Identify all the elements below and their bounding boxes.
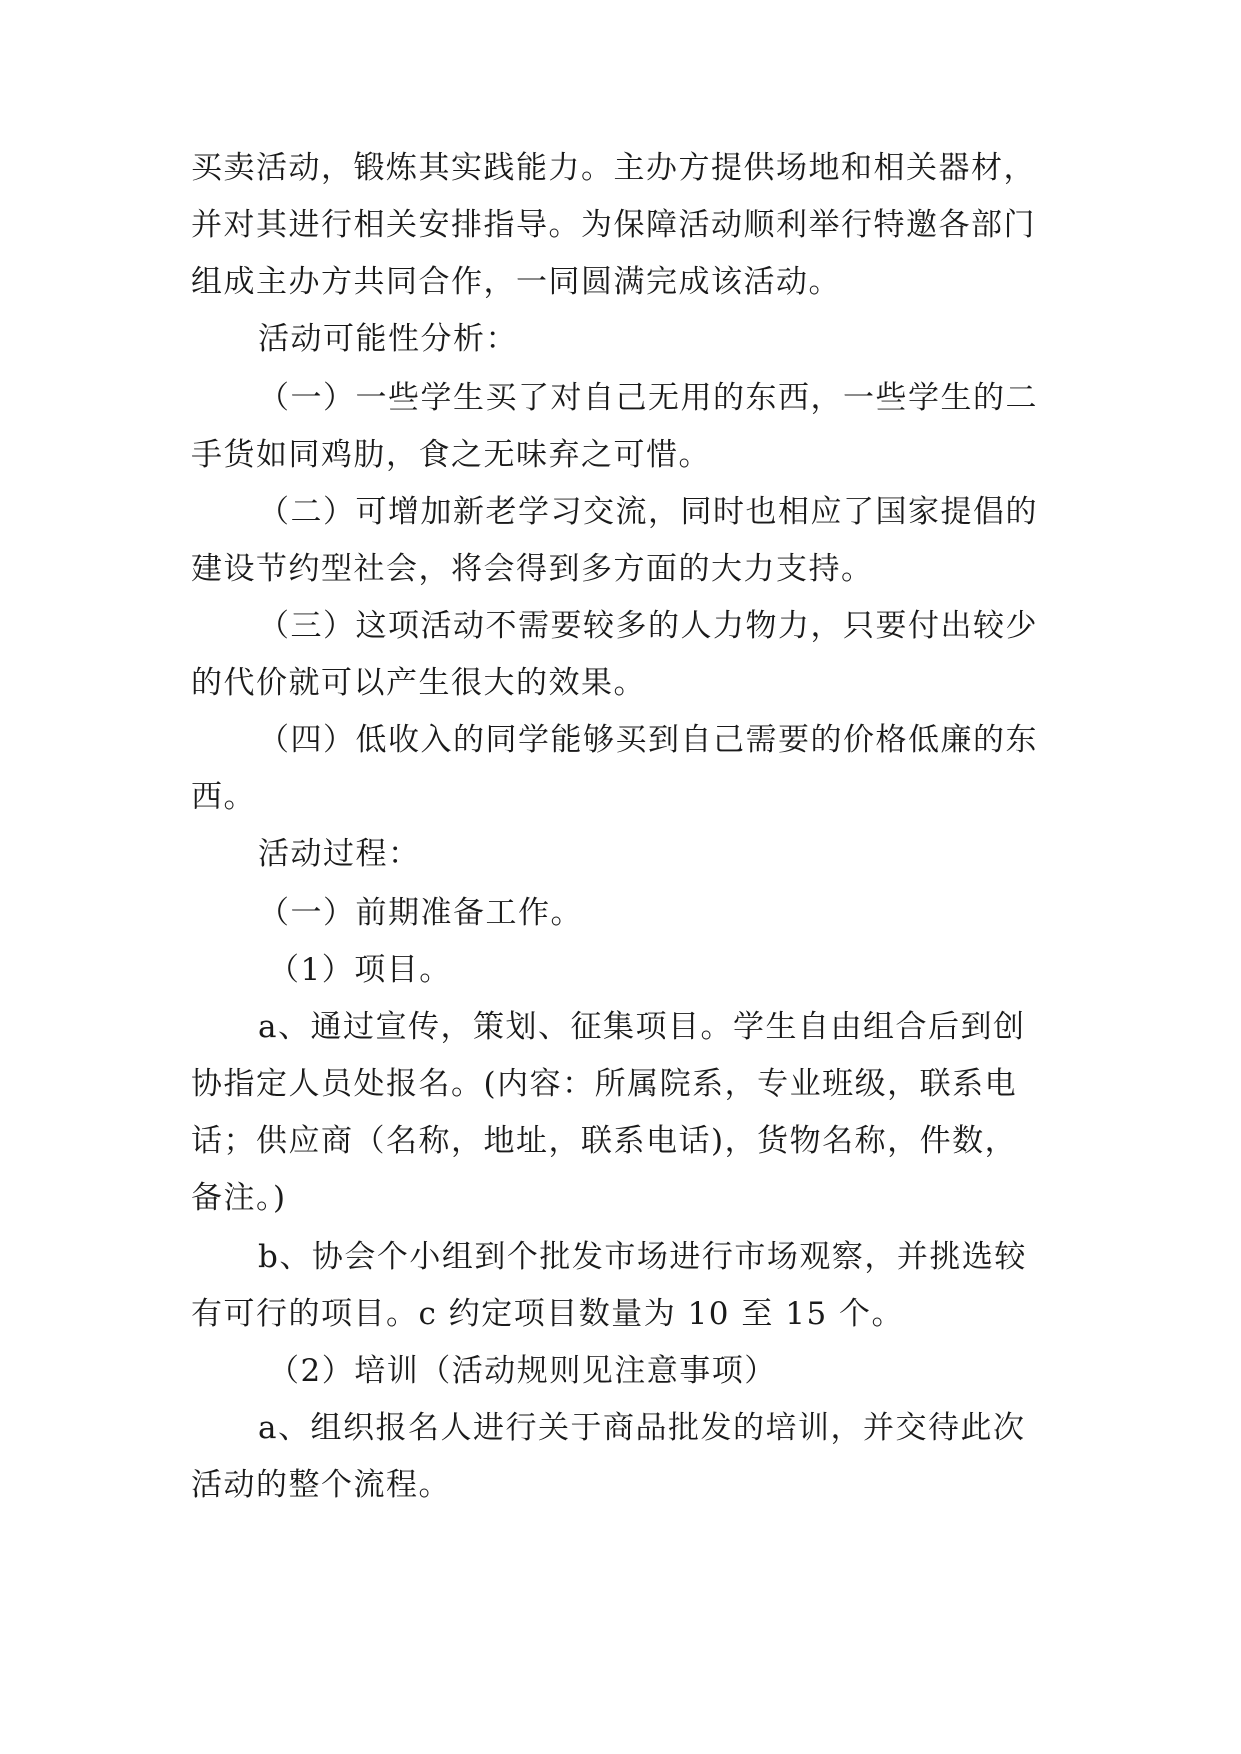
list-item-line: 有可行的项目。c 约定项目数量为 10 至 15 个。	[191, 1296, 905, 1332]
list-item-line: 的代价就可以产生很大的效果。	[191, 665, 646, 701]
list-item-line: a、通过宣传，策划、征集项目。学生自由组合后到创	[258, 1009, 1026, 1045]
list-item-line: （四）低收入的同学能够买到自己需要的价格低廉的东	[258, 722, 1038, 758]
section-heading: 活动过程：	[258, 836, 421, 872]
paragraph-line: 组成主办方共同合作，一同圆满完成该活动。	[191, 264, 841, 300]
list-item-line: b、协会个小组到个批发市场进行市场观察，并挑选较	[258, 1239, 1027, 1275]
list-item-line: （2）培训（活动规则见注意事项）	[268, 1353, 777, 1389]
list-item-line: （二）可增加新老学习交流，同时也相应了国家提倡的	[258, 494, 1038, 530]
list-item-line: 建设节约型社会，将会得到多方面的大力支持。	[191, 551, 874, 587]
section-heading: 活动可能性分析：	[258, 321, 518, 357]
list-item-line: （三）这项活动不需要较多的人力物力，只要付出较少	[258, 608, 1038, 644]
paragraph-line: 并对其进行相关安排指导。为保障活动顺利举行特邀各部门	[191, 207, 1036, 243]
list-item-line: （一）前期准备工作。	[258, 895, 583, 931]
paragraph-line: 买卖活动，锻炼其实践能力。主办方提供场地和相关器材，	[191, 150, 1036, 186]
list-item-line: 备注。)	[191, 1180, 287, 1216]
list-item-line: a、组织报名人进行关于商品批发的培训，并交待此次	[258, 1410, 1026, 1446]
list-item-line: 西。	[191, 779, 256, 815]
list-item-line: 活动的整个流程。	[191, 1467, 451, 1503]
list-item-line: 话；供应商（名称，地址，联系电话)，货物名称，件数，	[191, 1123, 1018, 1159]
list-item-line: （1）项目。	[268, 952, 452, 988]
list-item-line: 协指定人员处报名。(内容：所属院系，专业班级，联系电	[191, 1066, 1018, 1102]
list-item-line: （一）一些学生买了对自己无用的东西，一些学生的二	[258, 380, 1038, 416]
list-item-line: 手货如同鸡肋，食之无味弃之可惜。	[191, 437, 711, 473]
